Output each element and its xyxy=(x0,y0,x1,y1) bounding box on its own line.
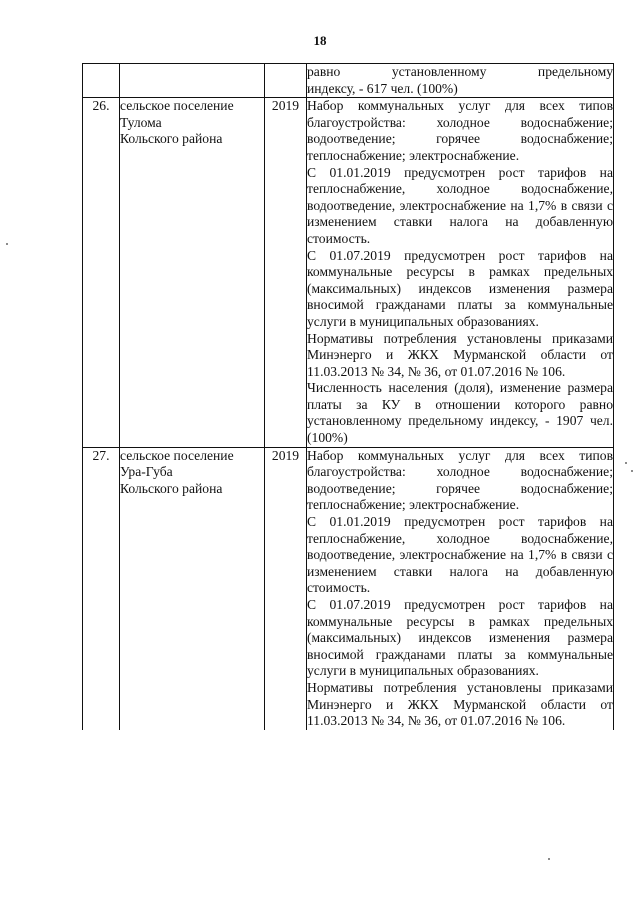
municipality-line: Тулома xyxy=(120,114,162,130)
paragraph: Набор коммунальных услуг для всех типов благоустройства: холодное водоснабжение; водоотведение; горячее водоснабжение; теплоснабжение; электроснабжение. xyxy=(307,98,613,163)
paragraph: Численность населения (доля), изменение размера платы за КУ в отношении которого равно установленному предельному индексу, - 1907 чел. (100%) xyxy=(307,380,613,446)
municipality-cell xyxy=(120,447,265,730)
tariff-table xyxy=(82,63,614,730)
cell-num xyxy=(83,64,120,98)
paragraph: Нормативы потребления установлены приказами Минэнерго и ЖКХ Мурманской области от 11.03.2013 № 34, № 36, от 01.07.2016 № 106. xyxy=(307,679,613,729)
municipality-line: Кольского района xyxy=(120,480,223,496)
municipality-cell xyxy=(120,98,265,447)
year-cell: 2019 xyxy=(265,98,307,447)
text-line: индексу, - 617 чел. (100%) xyxy=(307,80,458,96)
scan-speck xyxy=(548,858,550,860)
cell-description xyxy=(307,64,614,98)
row-number: 27. xyxy=(83,447,120,730)
table-row xyxy=(83,98,614,447)
municipality-line: сельское поселение xyxy=(120,98,234,114)
paragraph: С 01.07.2019 предусмотрен рост тарифов на коммунальные ресурсы в рамках предельных (максимальных) индексов изменения размера вносимой гражданами платы за коммунальные услуги в муниципальных образованиях. xyxy=(307,247,613,329)
page-number: 18 xyxy=(313,33,327,48)
table-row-continued xyxy=(83,64,614,98)
municipality-line: сельское поселение xyxy=(120,447,234,463)
paragraph: Нормативы потребления установлены приказами Минэнерго и ЖКХ Мурманской области от 11.03.2013 № 34, № 36, от 01.07.2016 № 106. xyxy=(307,330,613,379)
paragraph: С 01.07.2019 предусмотрен рост тарифов на коммунальные ресурсы в рамках предельных (максимальных) индексов изменения размера вносимой гражданами платы за коммунальные услуги в муниципальных образованиях. xyxy=(307,597,613,679)
scan-speck xyxy=(631,470,633,472)
row-number: 26. xyxy=(83,98,120,447)
paragraph: С 01.01.2019 предусмотрен рост тарифов на теплоснабжение, холодное водоснабжение, водоотведение, электроснабжение на 1,7% в связи с изменением ставки налога на добавленную стоимость. xyxy=(307,514,613,596)
municipality-line: Кольского района xyxy=(120,131,223,147)
scan-speck xyxy=(625,462,627,464)
municipality-line: Ура-Губа xyxy=(120,464,173,480)
paragraph: С 01.01.2019 предусмотрен рост тарифов на теплоснабжение, холодное водоснабжение, водоотведение, электроснабжение на 1,7% в связи с изменением ставки налога на добавленную стоимость. xyxy=(307,164,613,246)
year-cell: 2019 xyxy=(265,447,307,730)
scan-speck xyxy=(6,243,8,245)
description-cell xyxy=(307,447,614,730)
table-row xyxy=(83,447,614,730)
cell-municipality xyxy=(120,64,265,98)
paragraph: Набор коммунальных услуг для всех типов благоустройства: холодное водоснабжение; водоотведение; горячее водоснабжение; теплоснабжение; электроснабжение. xyxy=(307,447,613,513)
cell-year xyxy=(265,64,307,98)
description-cell xyxy=(307,98,614,447)
text-line: равно установленному предельному xyxy=(307,64,613,79)
